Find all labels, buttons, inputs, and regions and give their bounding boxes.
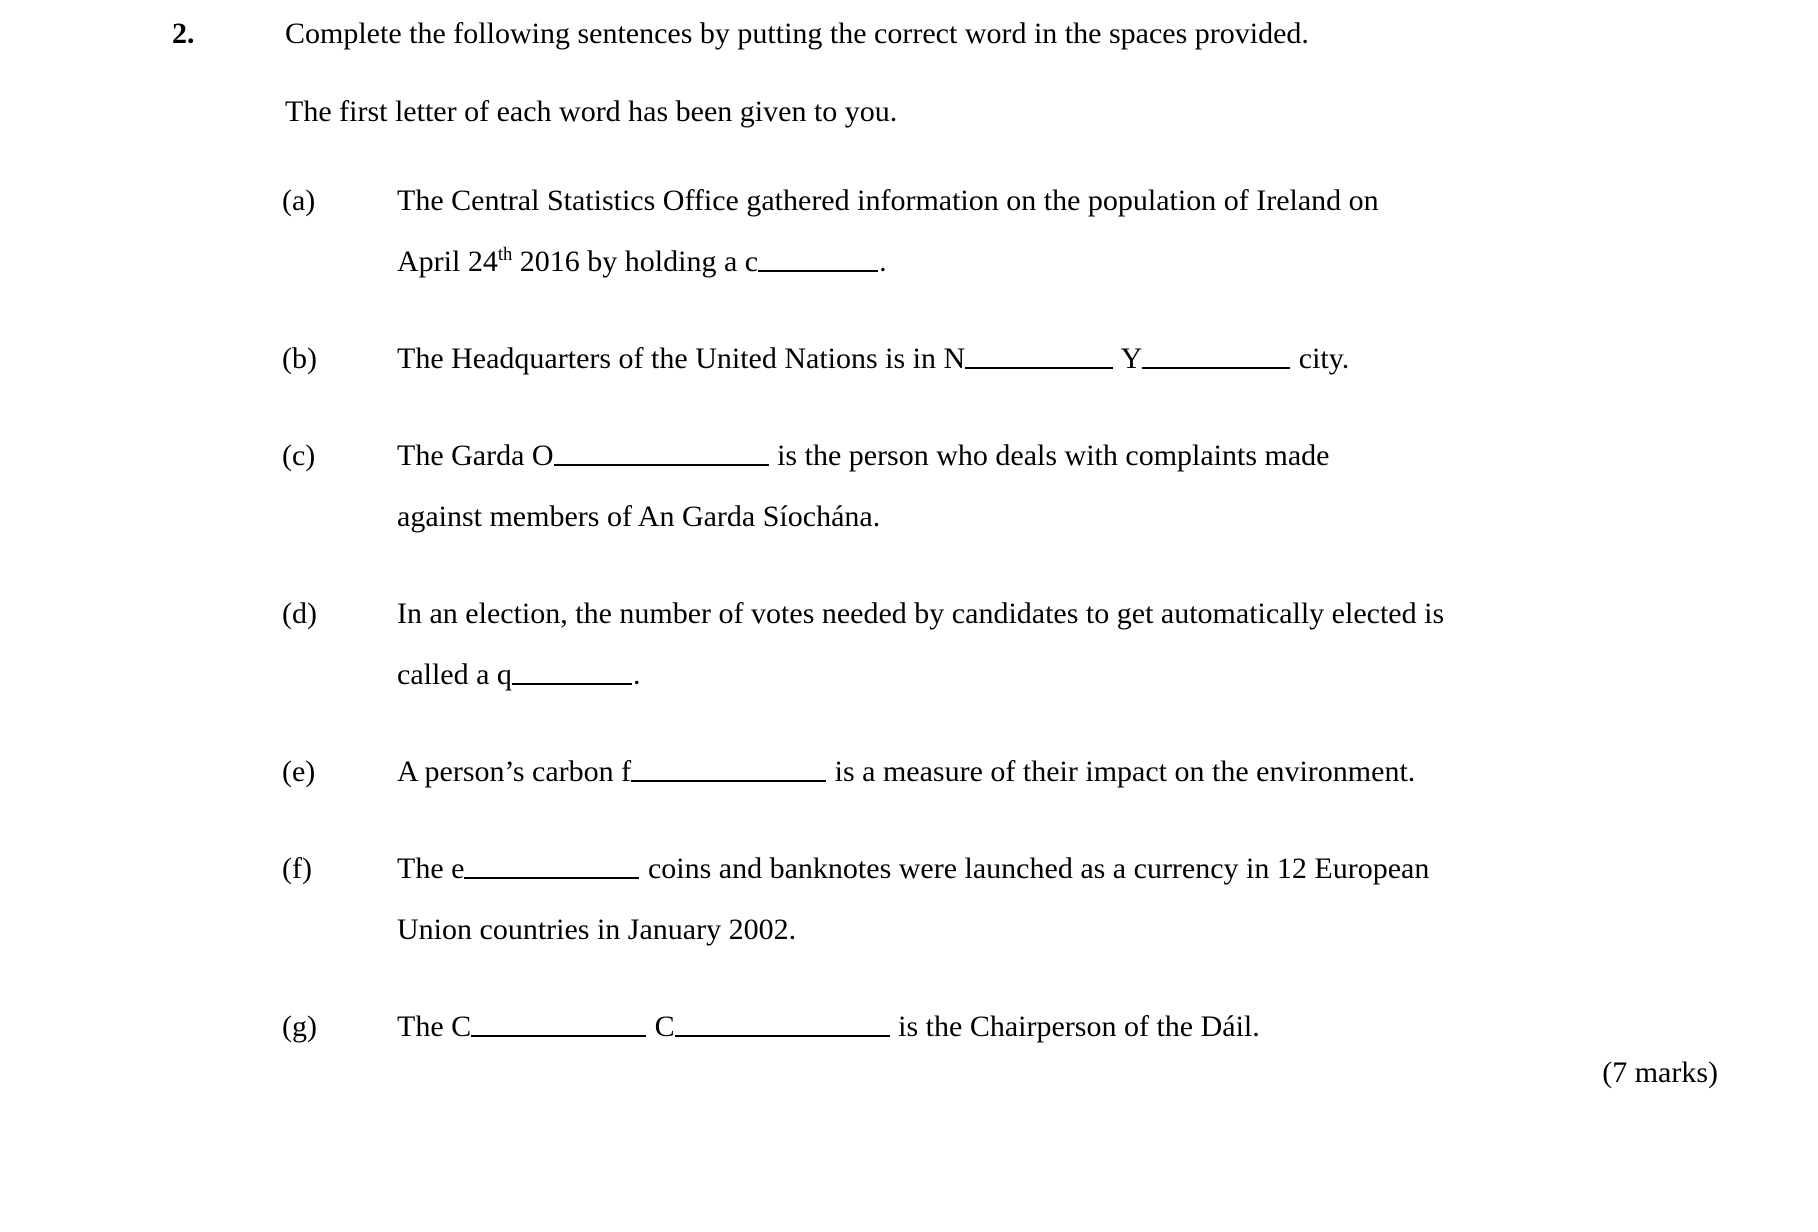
part-b-label: (b) [282, 342, 317, 375]
part-g-body [397, 1006, 1717, 1047]
part-f-body [397, 848, 1717, 950]
answer-blank-b1[interactable] [965, 339, 1113, 369]
part-g-middle: C [647, 1010, 675, 1043]
part-c-body [397, 435, 1717, 537]
part-g-line-1 [397, 1006, 1717, 1047]
answer-blank-a1[interactable] [758, 242, 878, 272]
ordinal-suffix: th [497, 244, 513, 265]
intro-line-1: Complete the following sentences by putting the correct word in the spaces provided. [285, 17, 1309, 50]
part-f-line-2: Union countries in January 2002. [397, 913, 797, 946]
marks-label: (7 marks) [1602, 1056, 1718, 1089]
answer-blank-c1[interactable] [554, 436, 769, 466]
part-b-line-1 [397, 338, 1717, 379]
part-c-label: (c) [282, 439, 316, 472]
part-e-line-1 [397, 751, 1717, 792]
part-e-prefix: A person’s carbon f [397, 755, 632, 788]
question-number: 2. [172, 17, 195, 50]
part-c [282, 435, 1818, 537]
part-a-label: (a) [282, 184, 316, 217]
question-parts [0, 180, 1818, 1047]
part-e-suffix: is a measure of their impact on the environment. [827, 755, 1416, 788]
part-g-suffix: is the Chairperson of the Dáil. [890, 1010, 1260, 1043]
part-d [282, 593, 1818, 695]
part-c-prefix: The Garda O [397, 439, 554, 472]
part-b-suffix: city. [1291, 342, 1350, 375]
part-a-line-1: The Central Statistics Office gathered information on the population of Ireland on [397, 184, 1379, 217]
part-a-body [397, 180, 1717, 282]
part-b [282, 338, 1818, 379]
part-e-body [397, 751, 1717, 792]
part-g-prefix: The C [397, 1010, 472, 1043]
part-e [282, 751, 1818, 792]
part-f-suffix: coins and banknotes were launched as a currency in 12 European [640, 852, 1430, 885]
answer-blank-d1[interactable] [512, 655, 632, 685]
intro-line-2: The first letter of each word has been given to you. [285, 95, 898, 128]
part-d-body [397, 593, 1717, 695]
part-c-line-2: against members of An Garda Síochána. [397, 500, 881, 533]
answer-blank-f1[interactable] [464, 849, 639, 879]
answer-blank-g1[interactable] [471, 1007, 646, 1037]
part-f-line-1 [397, 848, 1717, 889]
part-a-line-2 [397, 241, 1717, 282]
part-b-middle: Y [1114, 342, 1143, 375]
part-d-line-1: In an election, the number of votes needed by candidates to get automatically elected is [397, 597, 1445, 630]
part-b-body [397, 338, 1717, 379]
part-a-suffix: . [879, 245, 887, 278]
part-a-prefix: April 24 [397, 245, 498, 278]
part-e-label: (e) [282, 755, 316, 788]
part-g-label: (g) [282, 1010, 317, 1043]
part-d-line-2 [397, 654, 1717, 695]
part-g [282, 1006, 1818, 1047]
part-f-label: (f) [282, 852, 312, 885]
part-b-prefix: The Headquarters of the United Nations is in N [397, 342, 966, 375]
question-intro [285, 14, 1818, 132]
answer-blank-e1[interactable] [631, 752, 826, 782]
part-a [282, 180, 1818, 282]
part-c-suffix: is the person who deals with complaints made [769, 439, 1330, 472]
part-d-suffix: . [632, 658, 641, 691]
part-f [282, 848, 1818, 950]
part-a-middle: 2016 by holding a c [512, 245, 759, 278]
answer-blank-b2[interactable] [1142, 339, 1290, 369]
answer-blank-g2[interactable] [675, 1007, 890, 1037]
part-c-line-1 [397, 435, 1717, 476]
part-d-label: (d) [282, 597, 317, 630]
part-f-prefix: The e [397, 852, 465, 885]
part-d-prefix: called a q [397, 658, 512, 691]
